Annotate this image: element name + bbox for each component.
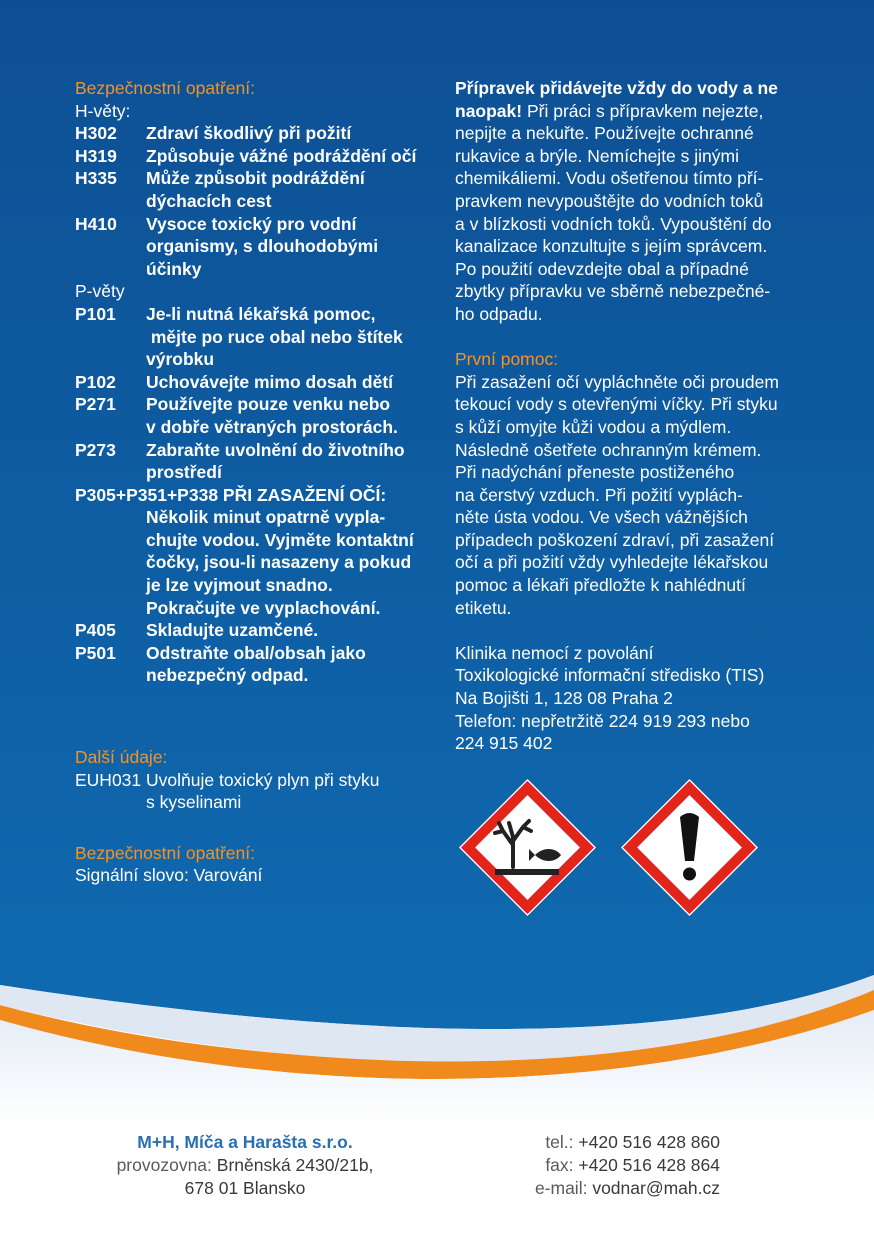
statement-code: P102 <box>75 371 116 392</box>
statement-text: Je-li nutná lékařská pomoc, mějte po ruce obal nebo štítek výrobku <box>146 303 403 370</box>
statement-row <box>75 213 425 281</box>
right-column <box>455 77 815 755</box>
phone-line: tel.: +420 516 428 860 <box>545 1132 720 1152</box>
text-line: Po použití odevzdejte obal a případné <box>455 258 749 279</box>
text-line: je lze vyjmout snadno. <box>146 575 333 596</box>
text-line: pomoc a lékaři předložte k nahlédnutí <box>455 575 746 596</box>
intro-text <box>455 122 815 325</box>
first-aid-heading: První pomoc: <box>455 349 559 370</box>
text-line: ho odpadu. <box>455 303 543 324</box>
statement-row <box>75 145 425 168</box>
statement-text: Zabraňte uvolnění do životního prostředí <box>146 439 405 483</box>
text-line: Při zasažení očí vypláchněte oči proudem <box>455 371 779 392</box>
safety-heading-2: Bezpečnostní opatření: <box>75 842 255 863</box>
text-line: Následně ošetřete ochranným krémem. <box>455 439 762 460</box>
text-line: chemikáliemi. Vodu ošetřenou tímto pří- <box>455 168 764 189</box>
statement-code: P273 <box>75 439 116 460</box>
statement-text: Způsobuje vážné podráždění očí <box>146 145 417 166</box>
p305-code: P305+P351+P338 PŘI ZASAŽENÍ OČÍ: <box>75 484 387 505</box>
text-line: Několik minut opatrně vypla- <box>146 507 386 528</box>
statement-row <box>75 393 425 438</box>
statement-text: Odstraňte obal/obsah jako nebezpečný odpad. <box>146 642 366 686</box>
text-line: očí a při požití vždy vyhledejte lékařskou <box>455 552 769 573</box>
intro-bold: Přípravek přidávejte vždy do vody a ne <box>455 78 778 98</box>
text-line: Klinika nemocí z povolání <box>455 642 654 663</box>
statement-text: Vysoce toxický pro vodní organismy, s dlouhodobými účinky <box>146 213 379 279</box>
p-statements-header: P-věty <box>75 281 125 302</box>
euh-statement <box>75 769 425 814</box>
statement-code: P405 <box>75 620 116 641</box>
text-line: nepijte a nekuřte. Používejte ochranné <box>455 123 754 144</box>
statement-text: Skladujte uzamčené. <box>146 620 319 641</box>
statement-code: P271 <box>75 394 116 415</box>
p305-text <box>75 506 425 619</box>
h-statements-header: H-věty: <box>75 100 131 121</box>
left-column <box>75 77 425 887</box>
text-line: a v blízkosti vodních toků. Vypouštění do <box>455 213 772 234</box>
statement-row <box>75 619 425 642</box>
statement-row <box>75 371 425 394</box>
euh-code: EUH031 <box>75 769 142 790</box>
exclamation-mark-icon <box>617 775 762 920</box>
text-line: Na Bojišti 1, 128 08 Praha 2 <box>455 688 673 709</box>
text-line: Telefon: nepřetržitě 224 919 293 nebo <box>455 710 750 731</box>
p-statements-list <box>75 303 425 484</box>
footer-contacts <box>470 1131 720 1200</box>
text-line: něte ústa vodou. Ve všech vážnějších <box>455 507 748 528</box>
statement-code: H335 <box>75 168 117 189</box>
statement-row <box>75 642 425 687</box>
text-line: chujte vodou. Vyjměte kontaktní <box>146 529 414 550</box>
statement-row <box>75 167 425 212</box>
address-line: provozovna: Brněnská 2430/21b, <box>116 1155 374 1175</box>
text-line: s kůží omyjte kůži vodou a mýdlem. <box>455 416 732 437</box>
intro-line-2: naopak! Při práci s přípravkem nejezte, <box>455 100 764 121</box>
p-statements-list-2 <box>75 619 425 687</box>
statement-row <box>75 439 425 484</box>
city-line: 678 01 Blansko <box>184 1178 306 1198</box>
safety-heading: Bezpečnostní opatření: <box>75 78 255 98</box>
text-line: Při nadýchání přeneste postiženého <box>455 462 735 483</box>
statement-code: H319 <box>75 145 117 166</box>
statement-code: P101 <box>75 303 116 324</box>
statement-code: P501 <box>75 642 116 663</box>
hazard-pictograms <box>455 775 755 920</box>
text-line: etiketu. <box>455 597 512 618</box>
text-line: na čerstvý vzduch. Při požití vyplách- <box>455 484 743 505</box>
email-link[interactable]: vodnar@mah.cz <box>587 1178 720 1198</box>
text-line: Pokračujte ve vyplachování. <box>146 597 381 618</box>
text-line: Toxikologické informační středisko (TIS) <box>455 665 765 686</box>
euh-text: Uvolňuje toxický plyn při styku s kyselinami <box>146 769 380 813</box>
p305-statement <box>75 484 425 620</box>
tis-contact <box>455 642 815 755</box>
fax-line: fax: +420 516 428 864 <box>545 1155 720 1175</box>
environment-hazard-icon <box>455 775 600 920</box>
footer-address <box>85 1131 405 1200</box>
text-line: čočky, jsou-li nasazeny a pokud <box>146 552 412 573</box>
statement-text: Uchovávejte mimo dosah dětí <box>146 371 394 392</box>
statement-text: Může způsobit podráždění dýchacích cest <box>146 168 365 211</box>
statement-text: Zdraví škodlivý při požití <box>146 123 352 144</box>
statement-text: Používejte pouze venku nebo v dobře větraných prostorách. <box>146 394 398 437</box>
further-info-heading: Další údaje: <box>75 747 168 768</box>
text-line: rukavice a brýle. Nemíchejte s jinými <box>455 145 739 166</box>
h-statements-list <box>75 122 425 280</box>
signal-word: Signální slovo: Varování <box>75 865 263 886</box>
company-name: M+H, Míča a Harašta s.r.o. <box>137 1132 353 1152</box>
phone-link[interactable]: +420 516 428 860 <box>573 1132 720 1152</box>
text-line: 224 915 402 <box>455 733 553 754</box>
email-line: e-mail: vodnar@mah.cz <box>534 1178 720 1198</box>
statement-code: H302 <box>75 123 117 144</box>
text-line: pravkem nevypouštějte do vodních toků <box>455 190 764 211</box>
text-line: tekoucí vody s otevřenými víčky. Při styku <box>455 394 778 415</box>
text-line: případech poškození zdraví, při zasažení <box>455 529 775 550</box>
first-aid-text <box>455 371 815 620</box>
text-line: kanalizace konzultujte s jejím správcem. <box>455 236 768 257</box>
statement-row <box>75 303 425 371</box>
text-line: zbytky přípravku ve sběrně nebezpečné- <box>455 281 771 302</box>
statement-code: H410 <box>75 213 117 234</box>
statement-row <box>75 122 425 145</box>
